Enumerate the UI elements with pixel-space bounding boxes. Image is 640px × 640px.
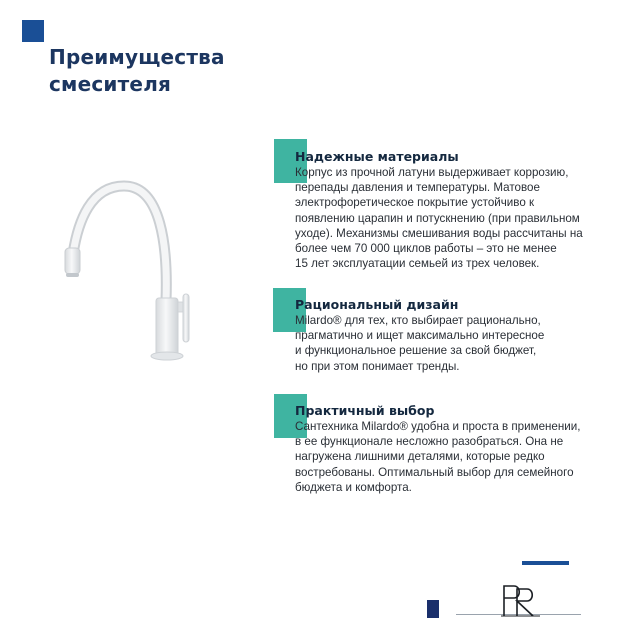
page-title-line-1: Преимущества	[49, 45, 225, 69]
section-body: Сантехника Milardo® удобна и проста в применении, в ее функционале несложно разобраться. Она не нагружена лишними деталями, которые редко востребованы. Оптимальный выбор для семейного бюджета и комфорта.	[295, 420, 581, 494]
section-body: Milardo® для тех, кто выбирает рационально, прагматично и ищет максимально интересное и функциональное решение за свой бюджет, но при этом понимает тренды.	[295, 314, 545, 373]
section-heading: Рациональный дизайн	[295, 297, 459, 312]
page-title	[49, 44, 225, 98]
footer-accent-square	[427, 600, 439, 618]
brand-monogram-logo	[500, 583, 542, 619]
page-title-line-2: смесителя	[49, 72, 172, 96]
section-heading: Надежные материалы	[295, 149, 459, 164]
white-kitchen-faucet-icon	[56, 176, 216, 366]
corner-accent-square	[22, 20, 44, 42]
section-rational-design	[295, 297, 595, 374]
section-reliable-materials	[295, 149, 595, 271]
footer-accent-line	[522, 561, 569, 565]
section-heading: Практичный выбор	[295, 403, 435, 418]
section-practical-choice	[295, 403, 595, 495]
section-body: Корпус из прочной латуни выдерживает коррозию, перепады давления и температуры. Матовое электрофоретическое покрытие устойчиво к появлению царапин и потускнению (при правильном уходе). Механизмы смешивания воды рассчитаны на более чем 70 000 циклов работы – это не менее 15 лет эксплуатации семьей из трех человек.	[295, 166, 583, 271]
